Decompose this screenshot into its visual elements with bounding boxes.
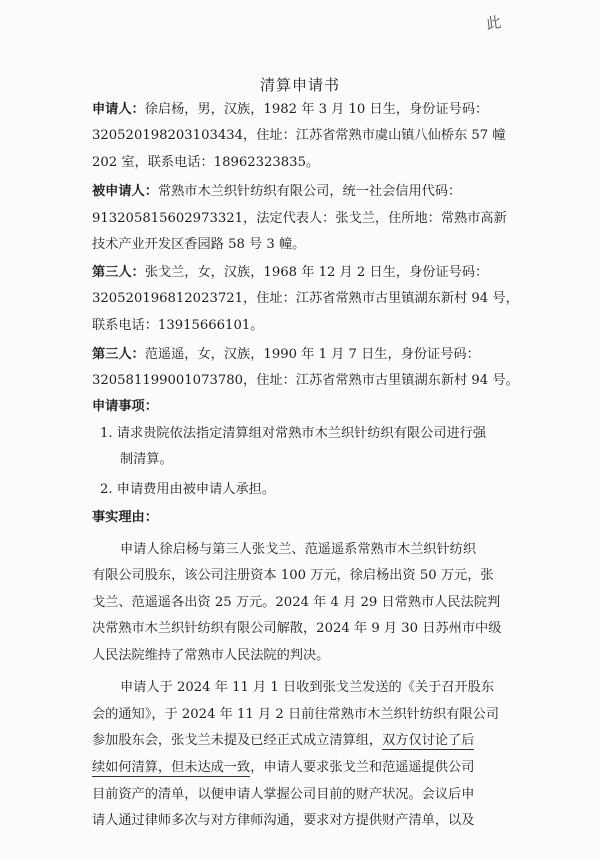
facts-p1-line-5: 人民法院维持了常熟市人民法院的判决。 <box>92 648 330 663</box>
third-party-2-line-1: 第三人：范遥遥，女，汉族，1990 年 1 月 7 日生，身份证号码： <box>92 347 480 362</box>
claim-item-1: 1. 请求贵院依法指定清算组对常熟市木兰织针纺织有限公司进行强 <box>100 426 487 441</box>
third-party-1-label: 第三人： <box>92 265 145 280</box>
respondent-line-1: 被申请人：常熟市木兰织针纺织有限公司，统一社会信用代码： <box>92 184 462 199</box>
respondent-line-2: 913205815602973321，法定代表人：张戈兰，住所地：常熟市高新 <box>92 211 507 226</box>
applicant-line-2: 320520198203103434，住址：江苏省常熟市虞山镇八仙桥东 57 幢 <box>92 128 506 143</box>
third-party-1-line-2: 320520196812023721，住址：江苏省常熟市古里镇湖东新村 94 号， <box>92 291 519 306</box>
claims-heading: 申请事项： <box>92 399 158 414</box>
claim-item-1-cont: 制清算。 <box>120 452 173 467</box>
respondent-line-3: 技术产业开发区香园路 58 号 3 幢。 <box>92 237 306 252</box>
respondent-label: 被申请人： <box>92 184 158 199</box>
facts-p2-line-3: 参加股东会，张戈兰未提及已经正式成立清算组，双方仅讨论了后 <box>92 733 475 748</box>
facts-p2-line-6: 请人通过律师多次与对方律师沟通，要求对方提供财产清单，以及 <box>92 813 475 828</box>
third-party-2-line-2: 320581199001073780，住址：江苏省常熟市古里镇湖东新村 94 号。 <box>92 373 519 388</box>
facts-p2-line-1: 申请人于 2024 年 11 月 1 日收到张戈兰发送的《关于召开股东 <box>120 680 495 695</box>
applicant-line-3: 202 室，联系电话：18962323835。 <box>92 155 320 170</box>
facts-p1-line-1: 申请人徐启杨与第三人张戈兰、范遥遥系常熟市木兰织针纺织 <box>120 542 477 557</box>
third-party-1-line-3: 联系电话：13915666101。 <box>92 318 264 333</box>
facts-p2-line-4: 续如何清算，但未达成一致，申请人要求张戈兰和范遥遥提供公司 <box>92 760 475 775</box>
facts-p2-line-2: 会的通知》，于 2024 年 11 月 2 日前往常熟市木兰织针纺织有限公司 <box>92 707 499 722</box>
page-title: 清算申请书 <box>259 76 340 94</box>
underlined-text: 双方仅讨论了后 <box>382 733 475 748</box>
third-party-2-label: 第三人： <box>92 347 145 362</box>
facts-p2-line-5: 目前资产的清单，以便申请人掌握公司目前的财产状况。会议后申 <box>92 787 475 802</box>
facts-p1-line-3: 戈兰、范遥遥各出资 25 万元。2024 年 4 月 29 日常熟市人民法院判 <box>92 595 501 610</box>
facts-p1-line-4: 决常熟市木兰织针纺织有限公司解散，2024 年 9 月 30 日苏州市中级 <box>92 621 502 636</box>
claim-item-2: 2. 申请费用由被申请人承担。 <box>100 482 276 497</box>
facts-p1-line-2: 有限公司股东，该公司注册资本 100 万元，徐启杨出资 50 万元，张 <box>92 568 494 583</box>
facts-heading: 事实理由： <box>92 510 158 525</box>
applicant-label: 申请人： <box>92 102 145 117</box>
third-party-1-line-1: 第三人：张戈兰，女，汉族，1968 年 12 月 2 日生，身份证号码： <box>92 265 489 280</box>
underlined-text: 续如何清算，但未达成一致 <box>92 760 251 775</box>
handwritten-mark: 此 <box>484 13 503 33</box>
applicant-line-1: 申请人：徐启杨，男，汉族，1982 年 3 月 10 日生，身份证号码： <box>92 102 489 117</box>
